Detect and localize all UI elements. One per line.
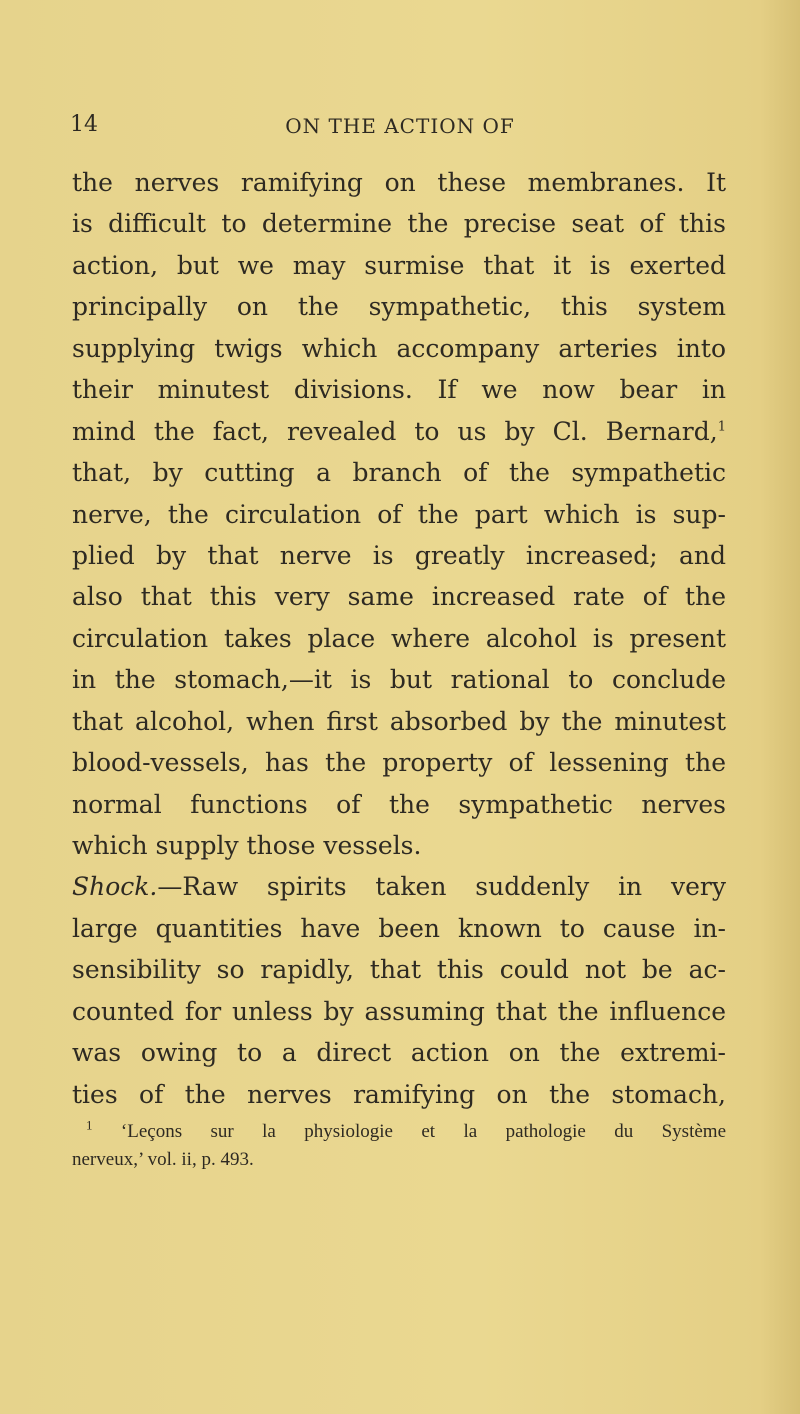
text-line: the nerves ramifying on these membranes. It (72, 168, 726, 197)
text-line: normal functions of the sympathetic nerves (72, 789, 726, 819)
running-title: ON THE ACTION OF (285, 114, 515, 138)
text-line: also that this very same increased rate of the (72, 582, 726, 612)
text-line: their minutest divisions. If we now bear in (72, 375, 726, 405)
text-line: nerve, the circulation of the part which is sup- (72, 499, 726, 529)
text-line: principally on the sympathetic, this system (72, 292, 726, 322)
footnote (72, 1118, 726, 1174)
text-line: sensibility so rapidly, that this could not be ac- (72, 955, 726, 985)
text-line: that alcohol, when first absorbed by the minutest (72, 706, 726, 736)
footnote-line (72, 1118, 726, 1146)
text-line: is difficult to determine the precise seat of this (72, 209, 726, 239)
section-heading: Shock. (72, 872, 158, 902)
text-line (72, 866, 726, 907)
text-line: ties of the nerves ramifying on the stomach, (72, 1079, 726, 1109)
text-line: large quantities have been known to cause in- (72, 913, 726, 943)
footnote-line: nerveux,’ vol. ii, p. 493. (72, 1149, 254, 1170)
text-span: mind the fact, revealed to us by Cl. Bernard, (72, 416, 718, 446)
text-span: ‘Leçons sur la physiologie et la pathologie du Système (120, 1121, 727, 1142)
text-line: that, by cutting a branch of the sympathetic (72, 458, 726, 488)
footnote-reference: 1 (717, 419, 726, 435)
text-line: was owing to a direct action on the extremi- (72, 1038, 726, 1068)
footnote-marker: 1 (86, 1117, 93, 1133)
text-line: supplying twigs which accompany arteries into (72, 333, 726, 363)
text-line: counted for unless by assuming that the influence (72, 996, 726, 1026)
text-line: in the stomach,—it is but rational to conclude (72, 665, 726, 695)
text-line: action, but we may surmise that it is exerted (72, 250, 726, 280)
page-number: 14 (70, 112, 98, 137)
text-line: plied by that nerve is greatly increased; and (72, 540, 726, 570)
text-line (72, 411, 726, 452)
text-line: circulation takes place where alcohol is present (72, 623, 726, 653)
body-text (72, 162, 726, 1115)
text-span: —Raw spirits taken suddenly in very (157, 872, 726, 902)
text-line: blood-vessels, has the property of lessening the (72, 748, 726, 778)
text-line: which supply those vessels. (72, 831, 422, 860)
